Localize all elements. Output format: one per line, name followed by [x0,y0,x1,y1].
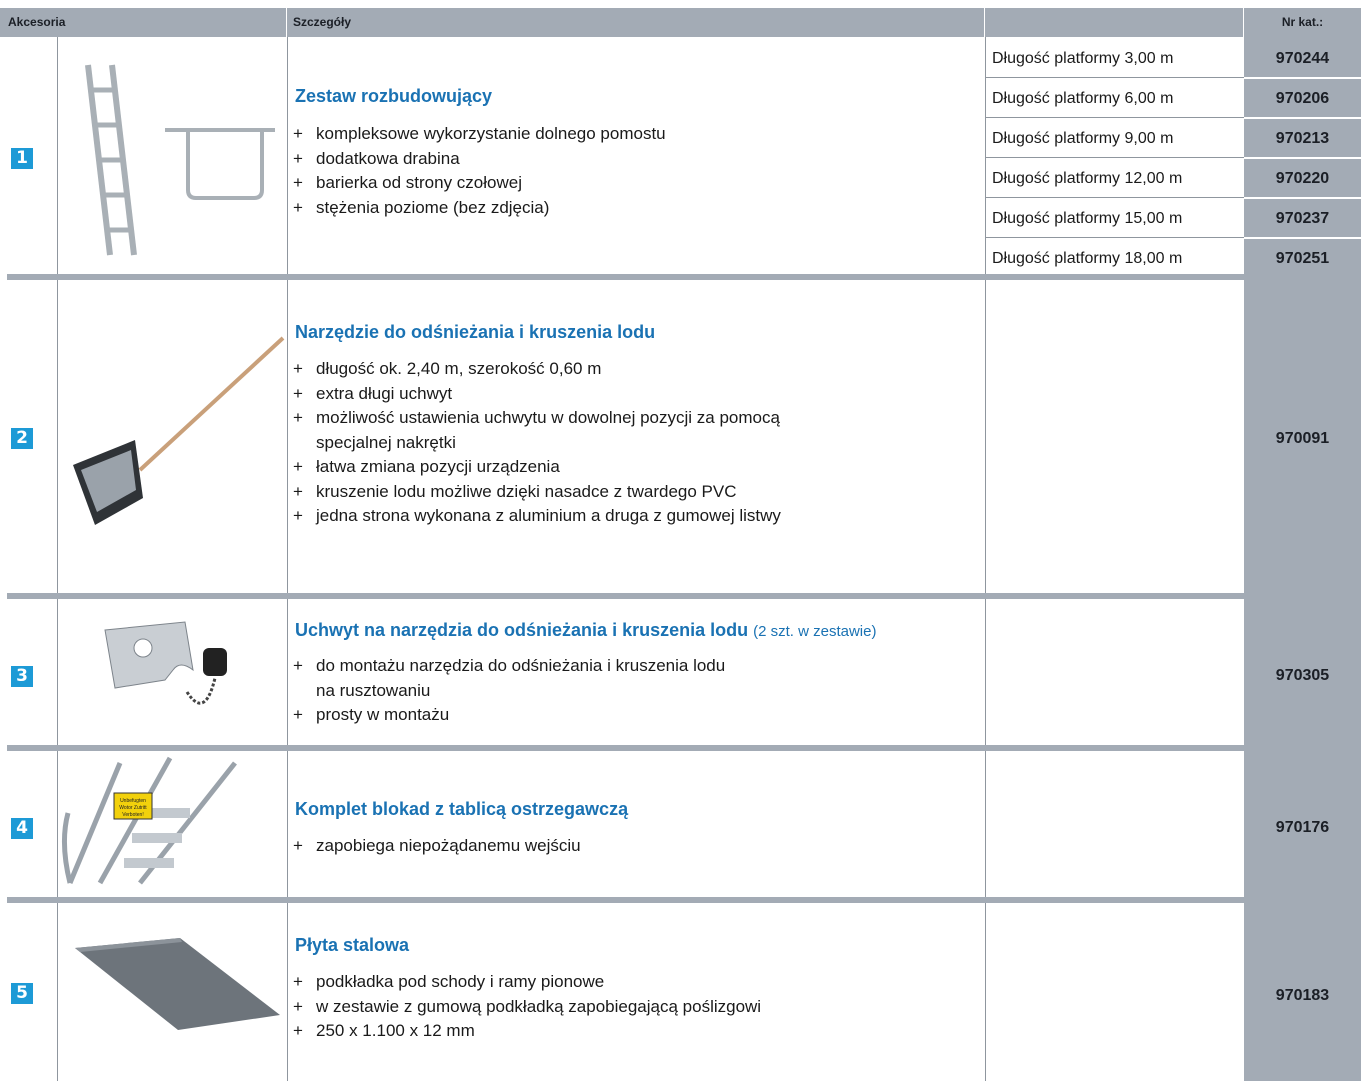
catalog-number: 970251 [1275,250,1330,267]
row-separator [7,745,1361,751]
feature-item: + zapobiega niepożądanemu wejściu [293,836,581,855]
feature-item: + jedna strona wykonana z aluminium a druga z gumowej listwy [293,506,781,525]
product-title: Komplet blokad z tablicą ostrzegawczą [295,799,629,819]
catalog-number: 970213 [1275,130,1330,147]
title-note: (2 szt. w zestawie) [753,623,877,640]
sign-text: Verboten! [122,812,144,818]
feature-list [293,834,581,859]
tool-holder-image [95,610,245,740]
snow-pusher-image [65,320,285,540]
feature-item: + do montażu narzędzia do odśnieżania i kruszenia lodu na rusztowaniu [293,656,726,700]
feature-item: + extra długi uchwyt [293,383,453,403]
sign-text: Wotor Zutritt [119,805,147,811]
row-number-badge: 1 [11,148,33,169]
feature-item: + dodatkowa drabina [293,148,460,168]
variant-divider [1244,117,1361,119]
column-divider [57,37,58,1081]
row-separator [7,274,1361,280]
feature-item: + łatwa zmiana pozycji urządzenia [293,457,560,476]
row-number-badge: 3 [11,666,33,687]
feature-item: + w zestawie z gumową podkładką zapobiegającą poślizgowi [293,996,762,1016]
header-accessory: Akcesoria [8,15,66,29]
catalog-number: 970176 [1275,819,1330,836]
header-divider [984,8,985,37]
product-title: Zestaw rozbudowujący [295,86,493,106]
sign-text: Unbefugten [120,798,146,804]
variant-divider [985,157,1244,158]
header-details: Szczegóły [293,15,352,29]
product-title: Uchwyt na narzędzia do odśnieżania i kruszenia lodu (2 szt. w zestawie) [295,620,877,640]
column-divider [985,37,986,1081]
feature-list [293,970,761,1044]
row-number-badge: 2 [11,428,33,449]
variant-label: Długość platformy 18,00 m [992,250,1183,267]
catalog-number: 970091 [1275,430,1330,447]
variant-label: Długość platformy 6,00 m [992,90,1174,107]
feature-list [293,654,725,728]
catalog-number: 970305 [1275,667,1330,684]
catalog-number: 970237 [1275,210,1330,227]
row-separator [7,897,1361,903]
variant-label: Długość platformy 3,00 m [992,50,1174,67]
row-separator [7,593,1361,599]
variant-divider [985,77,1244,78]
variant-divider [985,197,1244,198]
feature-item: + kruszenie lodu możliwe dzięki nasadce z twardego PVC [293,481,737,501]
variant-divider [1244,157,1361,159]
feature-list [293,357,781,529]
feature-item: + podkładka pod schody i ramy pionowe [293,972,605,991]
variant-divider [1244,237,1361,239]
stair-lock-image [60,753,245,893]
catalog-number: 970206 [1275,90,1330,107]
column-divider [287,37,288,1081]
row-number-badge: 5 [11,983,33,1004]
catalog-number: 970244 [1275,50,1330,67]
ladder-and-railing-image [70,50,280,265]
feature-item: + stężenia poziome (bez zdjęcia) [293,197,550,217]
feature-item: + prosty w montażu [293,705,450,724]
feature-list [293,122,666,220]
product-title: Narzędzie do odśnieżania i kruszenia lodu [295,322,656,342]
product-title: Płyta stalowa [295,935,410,955]
variant-divider [1244,77,1361,79]
feature-item: + długość ok. 2,40 m, szerokość 0,60 m [293,359,602,378]
feature-item: + barierka od strony czołowej [293,173,522,192]
header-divider [1243,8,1244,37]
feature-item: + 250 x 1.100 x 12 mm [293,1021,475,1040]
variant-label: Długość platformy 15,00 m [992,210,1183,227]
variant-divider [985,117,1244,118]
row-number-badge: 4 [11,818,33,839]
catalog-number: 970220 [1275,170,1330,187]
table-header [0,8,1361,37]
variant-divider [985,237,1244,238]
variant-label: Długość platformy 12,00 m [992,170,1183,187]
variant-label: Długość platformy 9,00 m [992,130,1174,147]
catalog-column [1244,37,1361,1081]
header-divider [286,8,287,37]
header-catalog-number: Nr kat.: [1281,15,1324,29]
steel-plate-image [70,930,285,1040]
feature-item: + kompleksowe wykorzystanie dolnego pomostu [293,124,666,143]
catalog-number: 970183 [1275,987,1330,1004]
feature-item: + możliwość ustawienia uchwytu w dowolnej pozycji za pomocą specjalnej nakrętki [293,408,780,452]
variant-divider [1244,197,1361,199]
